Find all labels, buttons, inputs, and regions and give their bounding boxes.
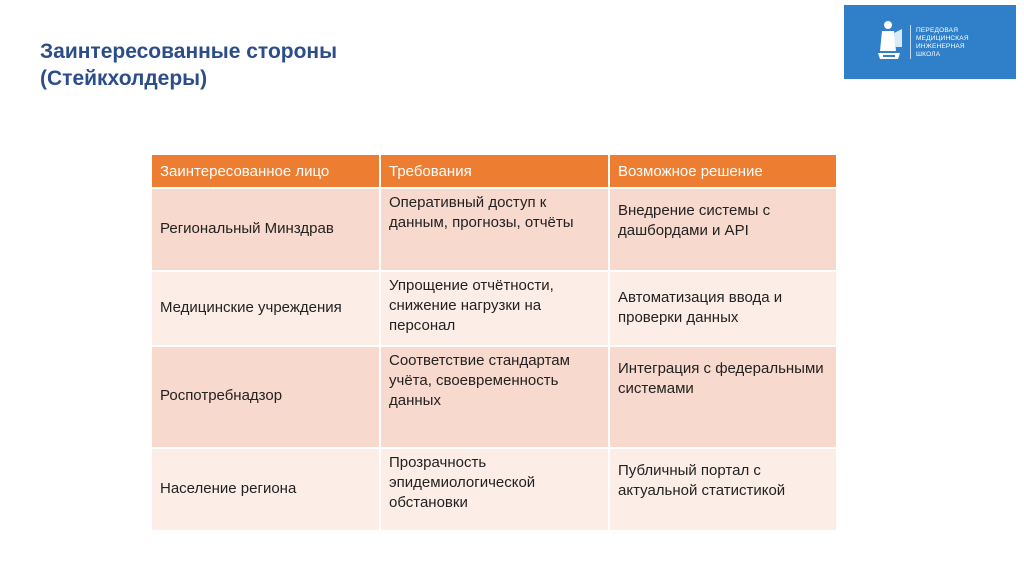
page-title	[40, 38, 337, 92]
logo-text	[916, 27, 1012, 59]
cell-stakeholder: Роспотребнадзор	[152, 346, 380, 448]
table-row	[152, 448, 836, 531]
cell-solution: Автоматизация ввода и проверки данных	[609, 271, 836, 346]
cell-requirements: Оперативный доступ к данным, прогнозы, отчёты	[380, 188, 609, 271]
title-line-1: Заинтересованные стороны	[40, 40, 338, 63]
cell-solution: Интеграция с федеральными системами	[609, 346, 836, 448]
table-row	[152, 271, 836, 346]
stakeholders-table	[152, 155, 836, 532]
cell-solution: Внедрение системы с дашбордами и API	[609, 188, 836, 271]
logo-line-3: ИНЖЕНЕРНАЯ	[916, 43, 965, 50]
table-row	[152, 346, 836, 448]
logo-line-1: ПЕРЕДОВАЯ	[916, 27, 959, 34]
cell-stakeholder: Региональный Минздрав	[152, 188, 380, 271]
title-line-2: (Стейкхолдеры)	[40, 67, 208, 90]
logo-line-2: МЕДИЦИНСКАЯ	[916, 35, 969, 42]
header-stakeholder: Заинтересованное лицо	[152, 155, 380, 188]
logo-line-4: ШКОЛА	[916, 51, 941, 58]
school-logo	[844, 5, 1016, 79]
header-solution: Возможное решение	[609, 155, 836, 188]
logo-separator	[910, 25, 911, 59]
cell-stakeholder: Медицинские учреждения	[152, 271, 380, 346]
cell-requirements: Прозрачность эпидемиологической обстановки	[380, 448, 609, 531]
table-header-row	[152, 155, 836, 188]
header-requirements: Требования	[380, 155, 609, 188]
cell-requirements: Упрощение отчётности, снижение нагрузки на персонал	[380, 271, 609, 346]
cell-solution: Публичный портал с актуальной статистикой	[609, 448, 836, 531]
school-emblem-icon	[874, 17, 906, 65]
cell-stakeholder: Население региона	[152, 448, 380, 531]
cell-requirements: Соответствие стандартам учёта, своевременность данных	[380, 346, 609, 448]
table-row	[152, 188, 836, 271]
